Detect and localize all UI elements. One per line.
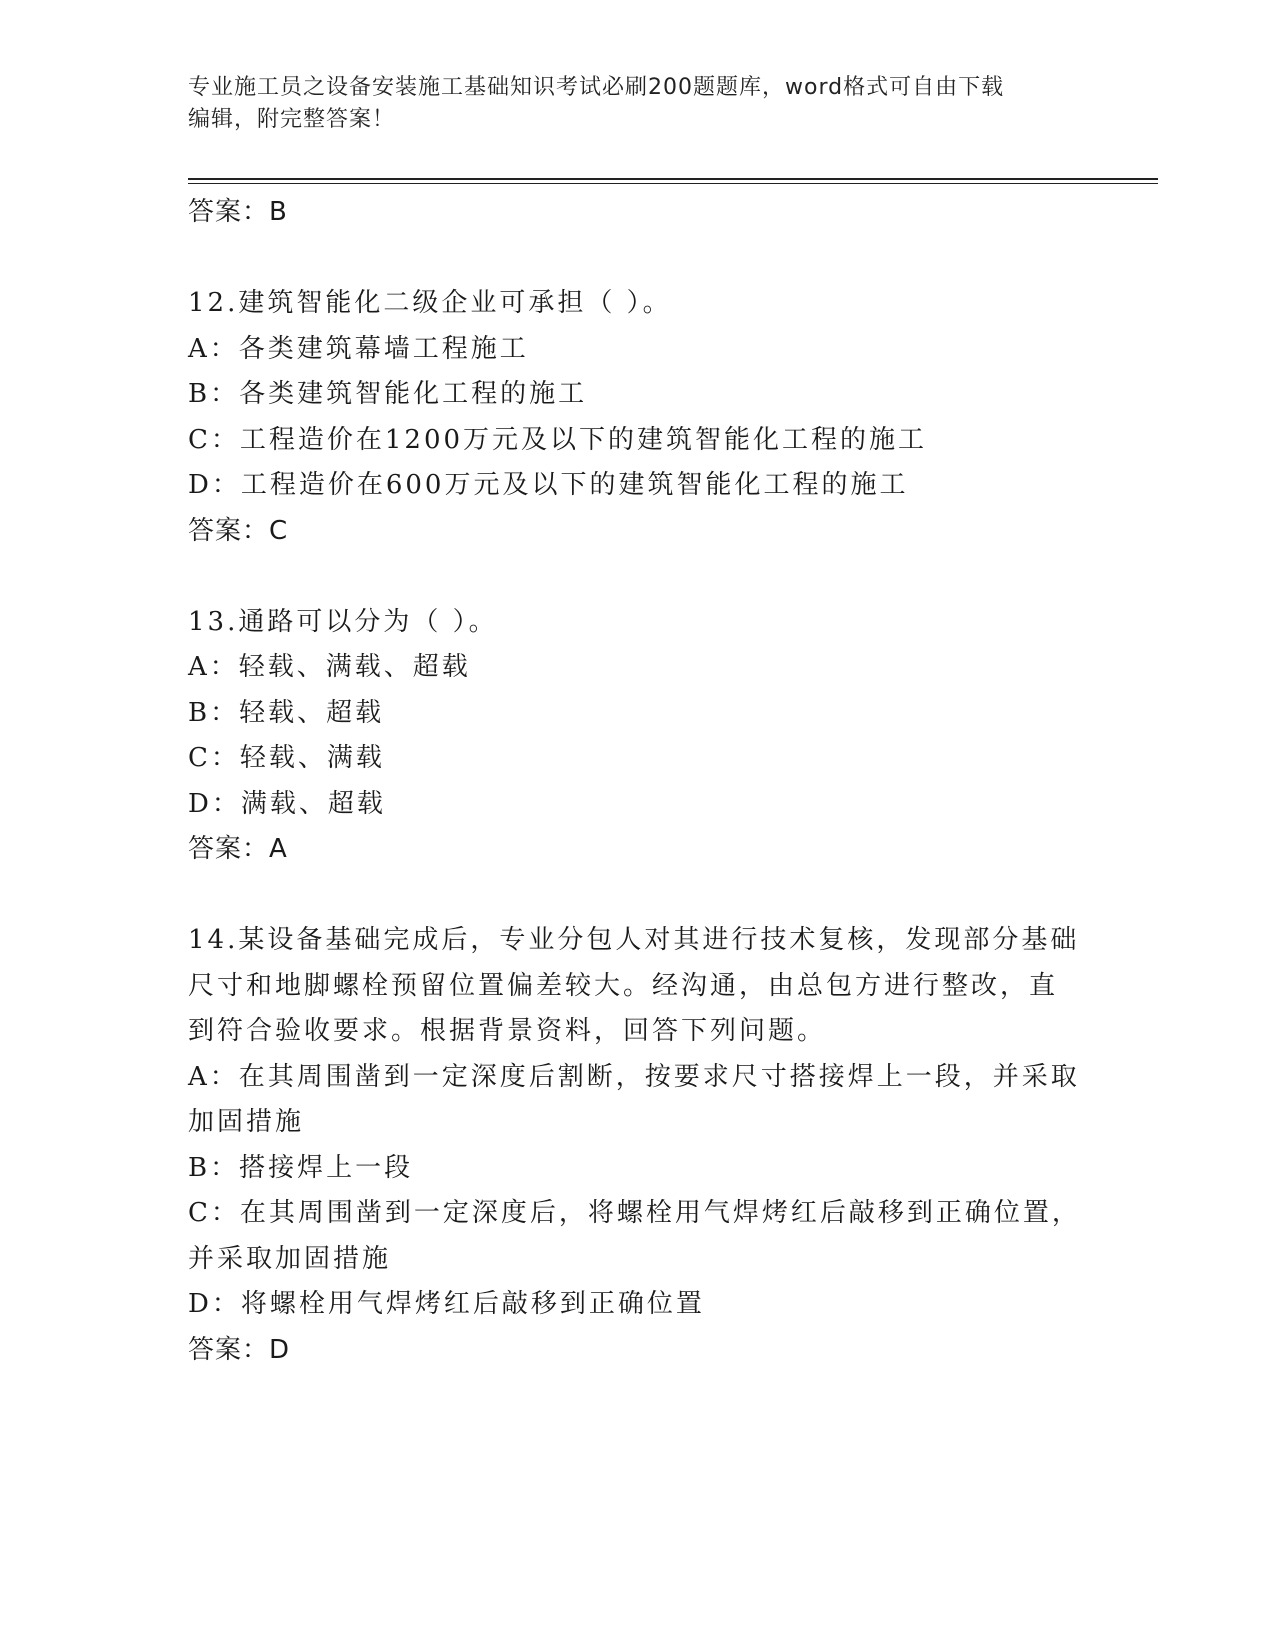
header-line-2: 编辑，附完整答案！ <box>188 107 396 132</box>
header-rule-thick <box>188 178 1158 180</box>
option-a: A：各类建筑幕墙工程施工 <box>188 333 529 364</box>
option-a-line-2: 加固措施 <box>188 1107 305 1137</box>
question-stem: 13.通路可以分为（ ）。 <box>188 606 498 637</box>
option-d: D：将螺栓用气焊烤红后敲移到正确位置 <box>188 1289 705 1319</box>
option-a: A：轻载、满载、超载 <box>188 652 471 682</box>
answer: 答案：A <box>188 834 288 864</box>
option-c-line-1: C：在其周围凿到一定深度后，将螺栓用气焊烤红后敲移到正确位置， <box>188 1198 1081 1228</box>
option-d: D：满载、超载 <box>188 788 386 819</box>
header-line-1: 专业施工员之设备安装施工基础知识考试必刷200题题库，word格式可自由下载 <box>188 75 1005 100</box>
question-stem-line-3: 到符合验收要求。根据背景资料，回答下列问题。 <box>188 1016 827 1046</box>
question-stem-line-1: 14.某设备基础完成后，专业分包人对其进行技术复核，发现部分基础 <box>188 925 1080 955</box>
option-b: B：轻载、超载 <box>188 697 385 728</box>
question-stem: 12.建筑智能化二级企业可承担（ ）。 <box>188 288 672 318</box>
spacer <box>188 554 1088 600</box>
option-d: D：工程造价在600万元及以下的建筑智能化工程的施工 <box>188 470 909 500</box>
question-14 <box>188 918 1088 1373</box>
question-stem-line-2: 尺寸和地脚螺栓预留位置偏差较大。经沟通，由总包方进行整改，直 <box>188 970 1059 1001</box>
option-c: C：工程造价在1200万元及以下的建筑智能化工程的施工 <box>188 424 928 455</box>
document-header <box>188 72 1088 136</box>
question-13 <box>188 600 1088 873</box>
option-b: B：各类建筑智能化工程的施工 <box>188 379 588 409</box>
option-a-line-1: A：在其周围凿到一定深度后割断，按要求尺寸搭接焊上一段，并采取 <box>188 1061 1080 1092</box>
spacer <box>188 873 1088 919</box>
question-12 <box>188 281 1088 554</box>
option-b: B：搭接焊上一段 <box>188 1152 414 1183</box>
answer: 答案：C <box>188 515 289 546</box>
header-rule-thin <box>188 183 1158 184</box>
option-c: C：轻载、满载 <box>188 743 385 773</box>
option-c-line-2: 并采取加固措施 <box>188 1243 392 1274</box>
previous-answer: 答案：B <box>188 197 288 227</box>
answer: 答案：D <box>188 1334 291 1365</box>
question-list <box>188 190 1088 1373</box>
spacer <box>188 236 1088 282</box>
